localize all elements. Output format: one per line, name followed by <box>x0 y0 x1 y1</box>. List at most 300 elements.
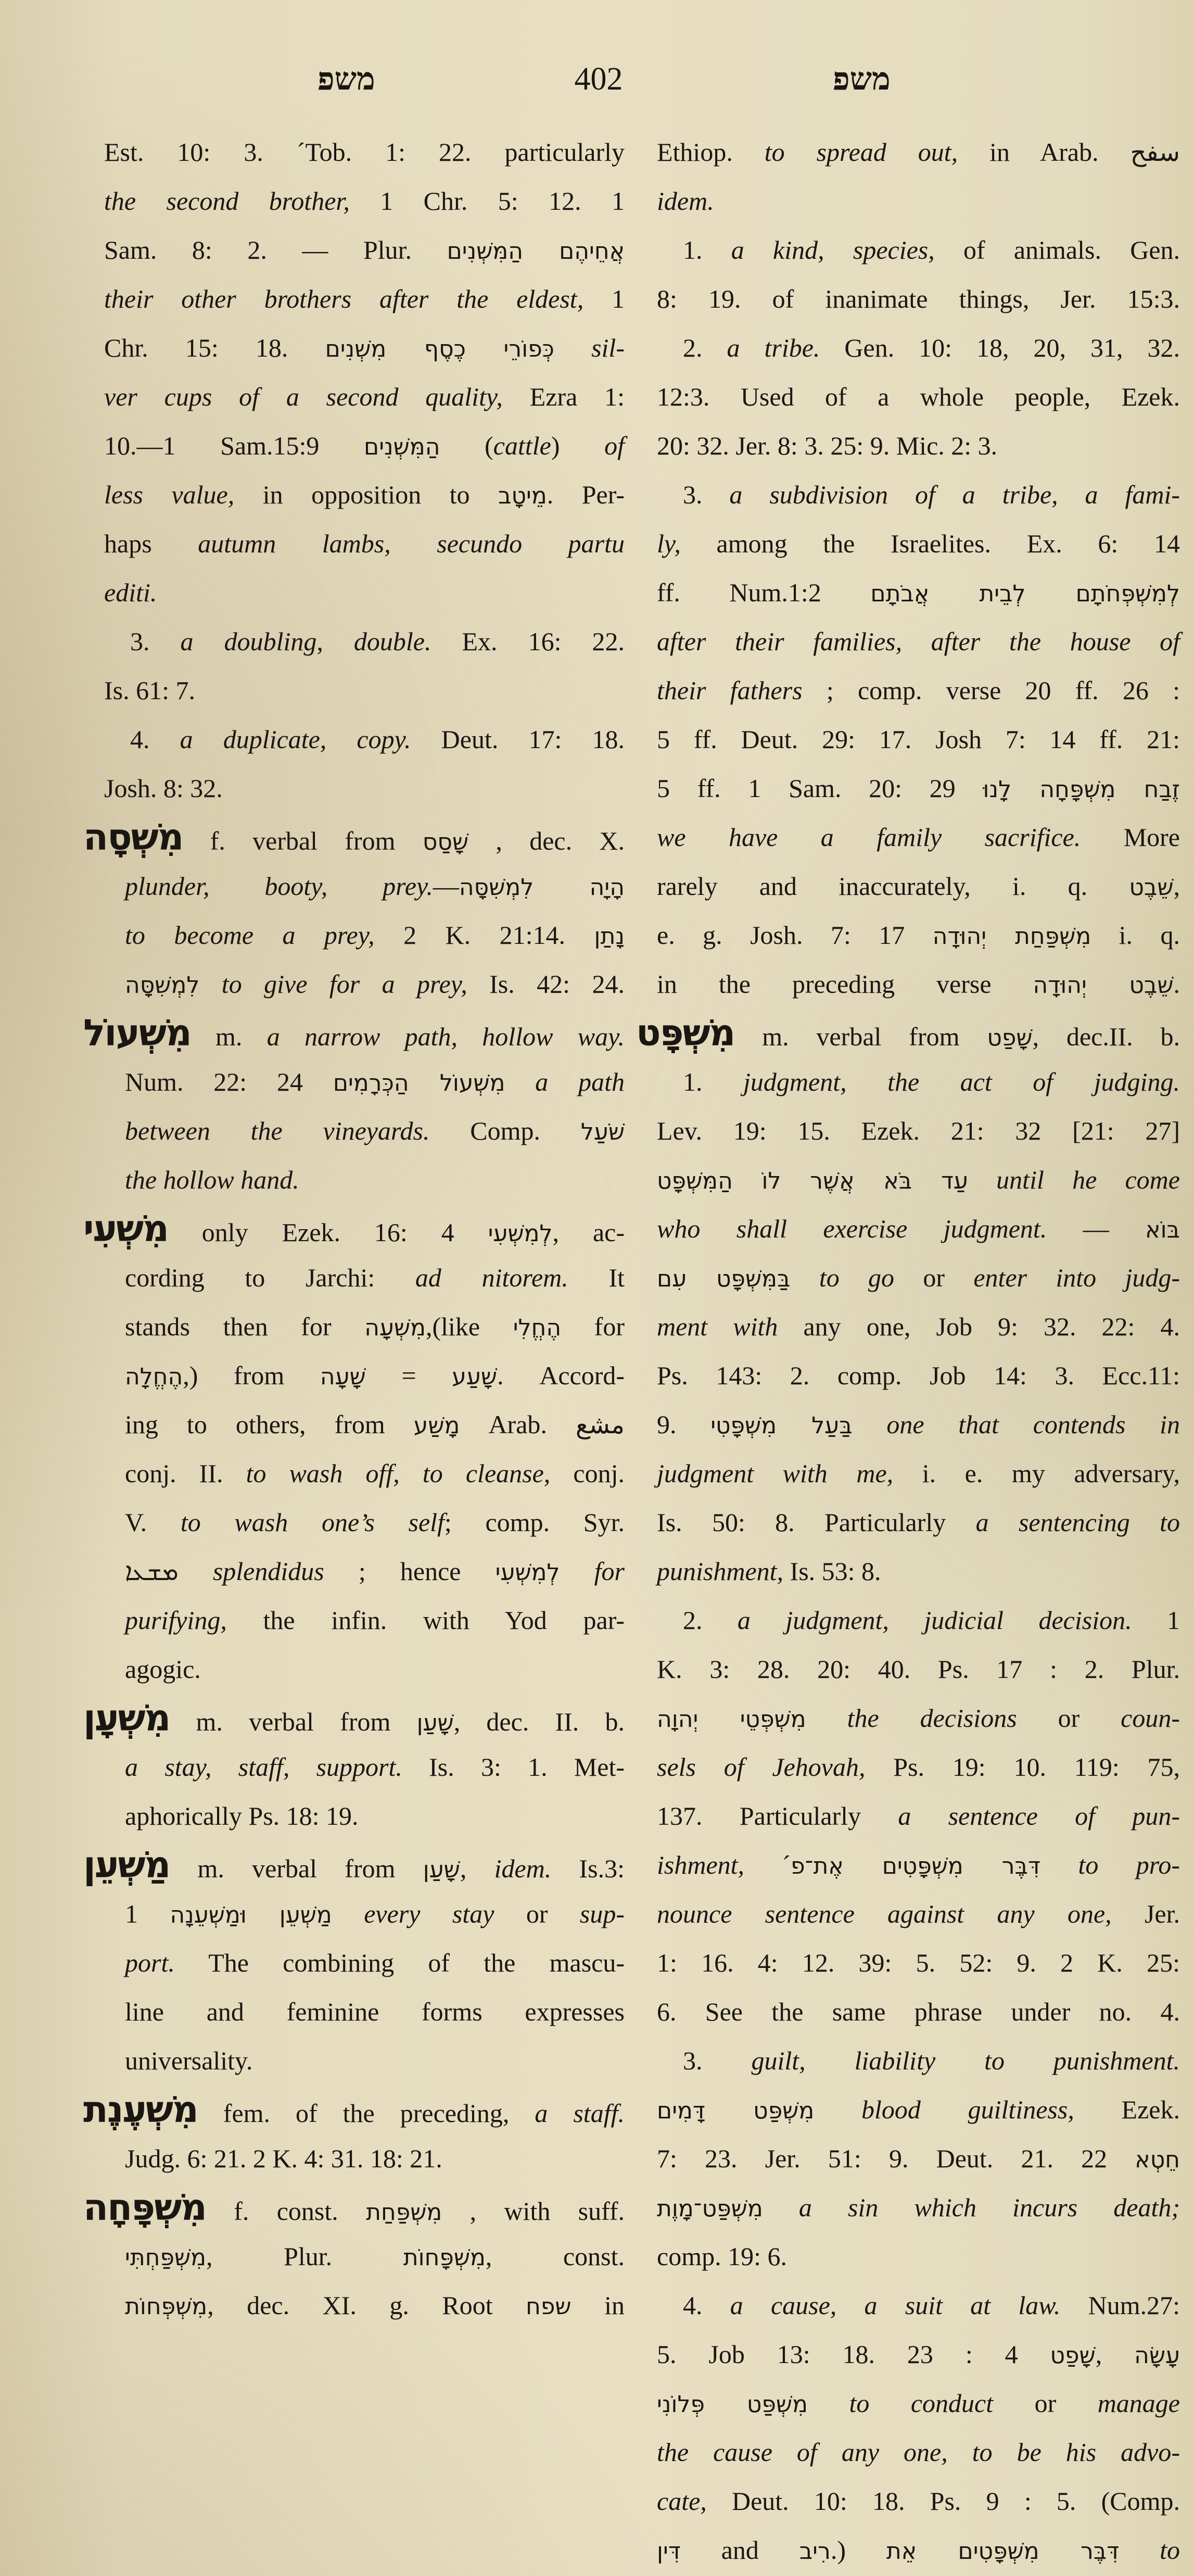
body-text: 4. <box>130 725 180 754</box>
body-text: ff. Num.1:2 <box>657 578 871 607</box>
text-line <box>104 2036 625 2085</box>
italic-gloss: editi. <box>104 578 157 607</box>
body-text: ; comp. Syr. <box>444 1508 625 1537</box>
body-text: haps <box>104 529 198 558</box>
text-line <box>657 1987 1180 2036</box>
italic-gloss: for <box>560 1557 625 1586</box>
italic-gloss: their fathers <box>657 676 803 705</box>
text-line <box>104 1302 625 1351</box>
hebrew-text: מַשְׁעֵן וּמַשְׁעֵנָה <box>170 1902 332 1928</box>
hebrew-text: רִיב <box>799 2538 831 2565</box>
hebrew-text: דִּבֶּר מִשְׁפָּטִים אֶת־פ <box>791 1853 1041 1879</box>
body-text: Is. 42: 24. <box>467 969 625 999</box>
text-line <box>104 1791 625 1840</box>
body-text: Is. 3: 1. Met- <box>402 1752 625 1782</box>
text-line <box>104 1889 625 1938</box>
hebrew-text: בַּעַל מִשְׁפָּטִי <box>710 1412 853 1439</box>
hebrew-headword: מִשְׁסָה <box>83 816 183 858</box>
body-text: 5. Job 13: 18. 23 : 4 <box>657 2340 1050 2369</box>
body-text <box>853 1410 887 1439</box>
hebrew-text: שָׁעַע <box>452 1363 498 1390</box>
hebrew-text: הֶחֱלִי <box>513 1315 562 1341</box>
running-head <box>0 58 1194 100</box>
hebrew-text: מִשְׁפַּחַת יְהוּדָה <box>932 923 1091 950</box>
body-text: universality. <box>125 2046 253 2075</box>
text-line <box>104 1400 625 1449</box>
right-column <box>636 128 1180 2574</box>
body-text: 1 Chr. 5: 12. 1 <box>349 186 625 216</box>
text-line <box>104 1645 625 1694</box>
hebrew-text: אֲחֵיהֶם הַמִּשְׁנִים <box>447 238 625 264</box>
text-line <box>657 2183 1180 2232</box>
hebrew-text: שָׁפַט <box>987 1025 1033 1051</box>
hebrew-text: לְמִשְׁעִי <box>495 1559 560 1586</box>
body-text: 137. Particularly <box>657 1801 898 1830</box>
italic-gloss: to go <box>819 1263 895 1292</box>
text-line <box>657 911 1180 959</box>
italic-gloss: their other brothers after the eldest, <box>104 284 584 313</box>
body-text: e. g. Josh. 7: 17 <box>657 920 933 950</box>
body-text: rarely and inaccurately, i. q. <box>657 872 1129 901</box>
body-text <box>790 1263 819 1292</box>
italic-gloss: a doubling, double. <box>180 627 431 656</box>
text-line <box>657 1057 1180 1106</box>
italic-gloss: ly, <box>657 529 681 558</box>
text-line <box>104 128 625 176</box>
italic-gloss: blood guiltiness, <box>861 2095 1074 2124</box>
body-text <box>814 2095 861 2124</box>
italic-gloss: sil- <box>554 333 625 362</box>
body-text: Lev. 19: 15. Ezek. 21: 32 [21: 27] <box>657 1116 1180 1145</box>
italic-gloss: we have a family sacrifice. <box>657 823 1081 852</box>
body-text: or <box>1017 1703 1121 1733</box>
dictionary-entry-headword-line <box>83 1840 625 1889</box>
italic-gloss: ver cups of a second quality, <box>104 382 503 411</box>
body-text: The combining of the mascu- <box>174 1948 625 1977</box>
body-text: Josh. 8: 32. <box>104 774 223 803</box>
dictionary-entry-headword-line <box>636 1008 1180 1057</box>
body-text: or <box>993 2389 1098 2418</box>
body-text: Is. 53: 8. <box>783 1557 881 1586</box>
body-text: fem. of the preceding, <box>197 2099 535 2128</box>
hebrew-text: שֵׁבֶט יְהוּדָה <box>1033 972 1174 999</box>
body-text: , <box>1173 872 1180 901</box>
body-text: . <box>1173 969 1180 999</box>
dictionary-entry-headword-line <box>83 2183 625 2232</box>
italic-gloss: judgment with me, <box>657 1459 894 1488</box>
body-text: Deut. 17: 18. <box>411 725 625 754</box>
body-text: Ezra 1: <box>502 382 625 411</box>
text-line <box>104 764 625 813</box>
body-text: aphorically Ps. 18: 19. <box>125 1801 359 1830</box>
italic-gloss: a path <box>505 1067 625 1096</box>
italic-gloss: sels of Jehovah, <box>657 1752 866 1782</box>
italic-gloss: to pro- <box>1078 1850 1180 1879</box>
italic-gloss: purifying, <box>125 1606 227 1635</box>
body-text: , dec. X. <box>468 826 625 855</box>
hebrew-text: שָׁסַס <box>422 829 469 855</box>
hebrew-text: דִּבֶּר מִשְׁפָּטִים אֵת <box>886 2538 1120 2565</box>
text-line <box>657 372 1180 421</box>
italic-gloss: a tribe. <box>727 333 820 362</box>
body-text: It <box>568 1263 625 1292</box>
hebrew-text: מִשְׁפַּט דָּמִים <box>657 2098 815 2124</box>
text-line <box>657 1449 1180 1498</box>
italic-gloss: a sin which incurs death; <box>798 2193 1180 2222</box>
italic-gloss: judgment, the act of judging. <box>743 1067 1180 1096</box>
hebrew-text: לִמְשִׁסָּה <box>125 972 200 999</box>
text-line <box>104 225 625 274</box>
body-text: Ezek. <box>1074 2095 1180 2124</box>
italic-gloss: to spread out, <box>764 137 958 167</box>
italic-gloss: who shall exercise judgment. <box>657 1214 1047 1243</box>
body-text: 1 <box>583 284 625 313</box>
body-text: in Arab. <box>958 137 1131 167</box>
text-line <box>104 1351 625 1400</box>
italic-gloss: after their families, after the house of <box>657 627 1180 656</box>
body-text: Deut. 10: 18. Ps. 9 : 5. (Comp. <box>706 2486 1180 2516</box>
text-line <box>657 617 1180 666</box>
hebrew-text: שָׁפַט <box>1050 2342 1096 2369</box>
body-text <box>199 969 221 999</box>
body-text: More <box>1081 823 1180 852</box>
hebrew-text: כְּפוֹרֵי כֶסֶף מִשְׁנִים <box>325 336 554 362</box>
hebrew-text: מָשַׁע <box>413 1412 460 1439</box>
text-line <box>657 1694 1180 1742</box>
text-line <box>657 2526 1180 2574</box>
body-text: comp. 19: 6. <box>657 2242 787 2271</box>
text-line <box>657 2281 1180 2330</box>
body-text: in <box>571 2291 625 2320</box>
body-text: Ethiop. <box>657 137 765 167</box>
italic-gloss: coun- <box>1121 1703 1180 1733</box>
text-line <box>104 959 625 1008</box>
text-line <box>657 323 1180 372</box>
text-line <box>657 1840 1180 1889</box>
text-line <box>657 1889 1180 1938</box>
body-text <box>332 1899 364 1928</box>
body-text: ,(like <box>426 1312 513 1341</box>
dictionary-entry-headword-line <box>83 1694 625 1742</box>
text-line <box>104 1498 625 1547</box>
hebrew-text: מִשְׁעוֹל הַכְּרָמִים <box>333 1070 505 1096</box>
text-line <box>104 1449 625 1498</box>
text-line <box>104 1596 625 1645</box>
text-line <box>657 2085 1180 2134</box>
italic-gloss: a cause, a suit at law. <box>730 2291 1061 2320</box>
hebrew-headword: מִשְׁעוֹל <box>83 1012 191 1054</box>
body-text: , dec. II. b. <box>453 1707 625 1736</box>
body-text: or <box>894 1263 974 1292</box>
body-text: , dec. XI. g. Root <box>207 2291 526 2320</box>
italic-gloss: the second brother, <box>104 186 350 216</box>
body-text: 5 ff. Deut. 29: 17. Josh 7: 14 ff. 21: <box>657 725 1180 754</box>
hebrew-text: שָׁעַן <box>423 1857 460 1883</box>
text-line <box>104 1742 625 1791</box>
body-text: .) <box>830 2535 886 2565</box>
italic-gloss: a narrow path, hollow way. <box>266 1022 625 1051</box>
hebrew-text: מִשְׁפְּטֵי יְהוָה <box>657 1706 806 1733</box>
text-line <box>657 1400 1180 1449</box>
body-text: 3. <box>683 2046 752 2075</box>
text-line <box>104 715 625 764</box>
body-text: ; comp. verse 20 ff. 26 : <box>802 676 1180 705</box>
body-text: 2 K. 21:14. <box>374 920 594 950</box>
body-text: Ps. 19: 10. 119: 75, <box>865 1752 1180 1782</box>
text-line <box>104 1253 625 1302</box>
text-line <box>657 959 1180 1008</box>
body-text: Sam. 8: 2. — Plur. <box>104 235 447 264</box>
italic-gloss: less value, <box>104 480 235 509</box>
semitic-cognate-text: سفح <box>1130 138 1180 167</box>
body-text: 3. <box>683 480 730 509</box>
body-text: Num.27: <box>1060 2291 1180 2320</box>
text-line <box>104 617 625 666</box>
italic-gloss: idem. <box>494 1854 552 1883</box>
italic-gloss: to conduct <box>849 2389 994 2418</box>
body-text: m. verbal from <box>170 1707 417 1736</box>
hebrew-text: בַּמִּשְׁפָּט עִם <box>657 1266 791 1292</box>
body-text: Ex. 16: 22. <box>431 627 625 656</box>
hebrew-text: לְמִשְׁעִי <box>488 1220 553 1247</box>
italic-gloss: to become a prey, <box>125 920 375 950</box>
body-text: 7: 23. Jer. 51: 9. Deut. 21. 22 <box>657 2144 1135 2173</box>
body-text: for <box>561 1312 625 1341</box>
hebrew-text: מִשְׁעָה <box>364 1315 426 1341</box>
body-text: ´ <box>744 1850 791 1879</box>
body-text <box>968 1165 996 1194</box>
body-text: m. verbal from <box>734 1022 987 1051</box>
text-line <box>104 862 625 911</box>
body-text: stands then for <box>125 1312 365 1341</box>
italic-gloss: to wash one’s self <box>180 1508 444 1537</box>
body-text: Is. 50: 8. Particularly <box>657 1508 976 1537</box>
body-text: 3. <box>130 627 181 656</box>
italic-gloss: a duplicate, copy. <box>180 725 411 754</box>
italic-gloss: cattle <box>493 431 551 460</box>
body-text: Gen. 10: 18, 20, 31, 32. <box>820 333 1180 362</box>
text-line <box>657 666 1180 715</box>
body-text: i. e. my adversary, <box>893 1459 1180 1488</box>
body-text: Est. 10: 3. ´Tob. 1: 22. particularly <box>104 137 625 167</box>
body-text: ; hence <box>324 1557 496 1586</box>
italic-gloss: the hollow hand. <box>125 1165 299 1194</box>
semitic-cognate-text: ܡܫܥܐ <box>125 1557 179 1586</box>
text-line <box>657 519 1180 568</box>
text-line <box>657 568 1180 617</box>
hebrew-text: שָׁעַן <box>416 1710 454 1736</box>
body-text: Ps. 143: 2. comp. Job 14: 3. Ecc.11: <box>657 1361 1180 1390</box>
hebrew-text: מֵיטָב <box>498 483 547 509</box>
italic-gloss: sup- <box>579 1899 625 1928</box>
body-text <box>806 1703 847 1733</box>
text-line <box>104 323 625 372</box>
text-line <box>657 1498 1180 1547</box>
text-line <box>104 372 625 421</box>
text-line <box>104 1938 625 1987</box>
text-line <box>657 1791 1180 1840</box>
body-text: 1 <box>1132 1606 1180 1635</box>
body-text <box>1040 1850 1078 1879</box>
text-line <box>657 1106 1180 1155</box>
text-line <box>657 1938 1180 1987</box>
hebrew-text: חֵטְא <box>1135 2146 1180 2173</box>
text-line <box>657 128 1180 176</box>
italic-gloss: of <box>604 431 625 460</box>
text-line <box>104 2134 625 2183</box>
text-line <box>657 2036 1180 2085</box>
italic-gloss: ment with <box>657 1312 778 1341</box>
text-line <box>657 2428 1180 2477</box>
text-line <box>657 2134 1180 2183</box>
italic-gloss: punishment, <box>657 1557 784 1586</box>
dictionary-entry-headword-line <box>83 813 625 862</box>
hebrew-text: מִשְׁפַּט פְּלוֹנִי <box>657 2391 808 2418</box>
italic-gloss: ad nitorem. <box>415 1263 568 1292</box>
text-line <box>104 2281 625 2330</box>
hebrew-headword: מַשְׁעֵן <box>83 1843 170 1886</box>
hebrew-headword: מִשְׁעֶנֶת <box>83 2088 198 2131</box>
body-text: cording to Jarchi: <box>125 1263 415 1292</box>
italic-gloss: splendidus <box>212 1557 324 1586</box>
italic-gloss: ishment, <box>657 1850 745 1879</box>
text-line <box>657 1351 1180 1400</box>
body-text: 1 <box>125 1899 170 1928</box>
italic-gloss: a judgment, judicial decision. <box>737 1606 1132 1635</box>
body-text: Jer. <box>1111 1899 1180 1928</box>
text-line <box>657 1302 1180 1351</box>
italic-gloss: guilt, liability to punishment. <box>751 2046 1180 2075</box>
body-text: any one, Job 9: 32. 22: 4. <box>778 1312 1180 1341</box>
italic-gloss: manage <box>1097 2389 1180 2418</box>
body-text: 20: 32. Jer. 8: 3. 25: 9. Mic. 2: 3. <box>657 431 998 460</box>
dictionary-entry-headword-line <box>83 1008 625 1057</box>
hebrew-text: הַמִּשְׁנִים <box>364 434 440 460</box>
body-text: Num. 22: 24 <box>125 1067 333 1096</box>
text-line <box>657 813 1180 862</box>
hebrew-headword: מִשְׁעִי <box>83 1207 168 1250</box>
hebrew-text: הֶחֱלָה <box>125 1363 183 1390</box>
italic-gloss: autumn lambs, secundo partu <box>198 529 625 558</box>
text-line <box>657 2379 1180 2428</box>
hebrew-text: בּוֹא <box>1145 1217 1180 1243</box>
body-text: , <box>1095 2340 1135 2369</box>
italic-gloss: a subdivision of a tribe, a fami- <box>729 480 1180 509</box>
body-text <box>808 2389 849 2418</box>
italic-gloss: until he come <box>996 1165 1180 1194</box>
hebrew-headword: מִשְׁפָּט <box>636 1012 735 1054</box>
body-text: 5 ff. 1 Sam. 20: 29 <box>657 774 983 803</box>
body-text: , <box>460 1854 494 1883</box>
italic-gloss: a staff. <box>535 2099 625 2128</box>
body-text: in the preceding verse <box>657 969 1033 999</box>
hebrew-headword: מִשְׁפָּחָה <box>83 2186 206 2229</box>
body-text: Chr. 15: 18. <box>104 333 325 362</box>
text-line <box>104 666 625 715</box>
text-line <box>657 764 1180 813</box>
body-text: Is.3: <box>551 1854 625 1883</box>
hebrew-text: עַד בֹּא אֲשֶׁר לוֹ הַמִּשְׁפָּט <box>657 1168 968 1194</box>
body-text: 4. <box>683 2291 730 2320</box>
body-text: V. <box>125 1508 181 1537</box>
text-line <box>657 1253 1180 1302</box>
hebrew-text: מִשְׁפְּחוֹת <box>125 2293 208 2320</box>
body-text: Arab. <box>460 1410 576 1439</box>
text-line <box>657 1596 1180 1645</box>
body-text: in opposition to <box>234 480 499 509</box>
body-text: m. verbal from <box>170 1854 423 1883</box>
body-text: 2. <box>683 1606 738 1635</box>
body-text: ing to others, from <box>125 1410 414 1439</box>
hebrew-text: עָשָׂה <box>1134 2342 1180 2369</box>
body-text: 6. See the same phrase under no. 4. <box>657 1997 1180 2026</box>
body-text: conj. II. <box>125 1459 246 1488</box>
hebrew-text: זֶבַח מִשְׁפָּחָה לָנוּ <box>983 776 1180 803</box>
hebrew-text: מִשְׁפַּט־מָוֶת <box>657 2195 763 2222</box>
hebrew-text: שפח <box>526 2293 571 2320</box>
body-text: , with suff. <box>442 2196 625 2226</box>
text-line <box>104 519 625 568</box>
hebrew-text: דִּין <box>657 2538 681 2565</box>
italic-gloss: to give for a prey, <box>221 969 467 999</box>
body-text: or <box>494 1899 580 1928</box>
text-line <box>657 421 1180 470</box>
italic-gloss: a stay, staff, support. <box>125 1752 402 1782</box>
italic-gloss: the decisions <box>847 1703 1017 1733</box>
body-text <box>179 1557 213 1586</box>
body-text: Judg. 6: 21. 2 K. 4: 31. 18: 21. <box>125 2144 442 2173</box>
text-line <box>104 1547 625 1596</box>
text-line <box>657 1645 1180 1694</box>
italic-gloss: a sentence of pun- <box>898 1801 1180 1830</box>
italic-gloss: cate, <box>657 2486 707 2516</box>
text-line <box>104 470 625 519</box>
dictionary-entry-headword-line <box>83 2085 625 2134</box>
text-line <box>104 911 625 959</box>
text-line <box>657 862 1180 911</box>
hebrew-headword: מִשְׁעָן <box>83 1697 170 1739</box>
italic-gloss: port. <box>125 1948 175 1977</box>
text-line <box>657 1742 1180 1791</box>
body-text: of animals. Gen. <box>934 235 1180 264</box>
body-text: 10.—1 Sam.15:9 <box>104 431 364 460</box>
hebrew-text: מִשְׁפַּחְתִּי <box>125 2244 207 2271</box>
text-line <box>657 2232 1180 2281</box>
body-text: ,) from <box>183 1361 320 1390</box>
text-line <box>104 1106 625 1155</box>
body-text: among the Israelites. Ex. 6: 14 <box>680 529 1180 558</box>
body-text: f. const. <box>206 2196 366 2226</box>
text-line <box>657 470 1180 519</box>
body-text: only Ezek. 16: 4 <box>168 1218 488 1247</box>
text-line <box>657 1155 1180 1204</box>
page-number: 402 <box>574 61 623 97</box>
text-line <box>104 2232 625 2281</box>
italic-gloss: to wash off, to cleanse, <box>246 1459 551 1488</box>
body-text: . Accord- <box>497 1361 625 1390</box>
hebrew-text: מִשְׁפָּחוֹת <box>403 2244 486 2271</box>
italic-gloss: a kind, species, <box>731 235 935 264</box>
body-text: the infin. with Yod par- <box>226 1606 625 1635</box>
body-text: , dec.II. b. <box>1032 1022 1180 1051</box>
body-text: Is. 61: 7. <box>104 676 195 705</box>
running-head-right-word: משפ <box>833 61 891 97</box>
body-text: 1. <box>683 1067 744 1096</box>
hebrew-text: שָׁעָה <box>320 1363 366 1390</box>
body-text: — <box>1047 1214 1146 1243</box>
italic-gloss: a sentencing to <box>975 1508 1180 1537</box>
text-line <box>657 2330 1180 2379</box>
